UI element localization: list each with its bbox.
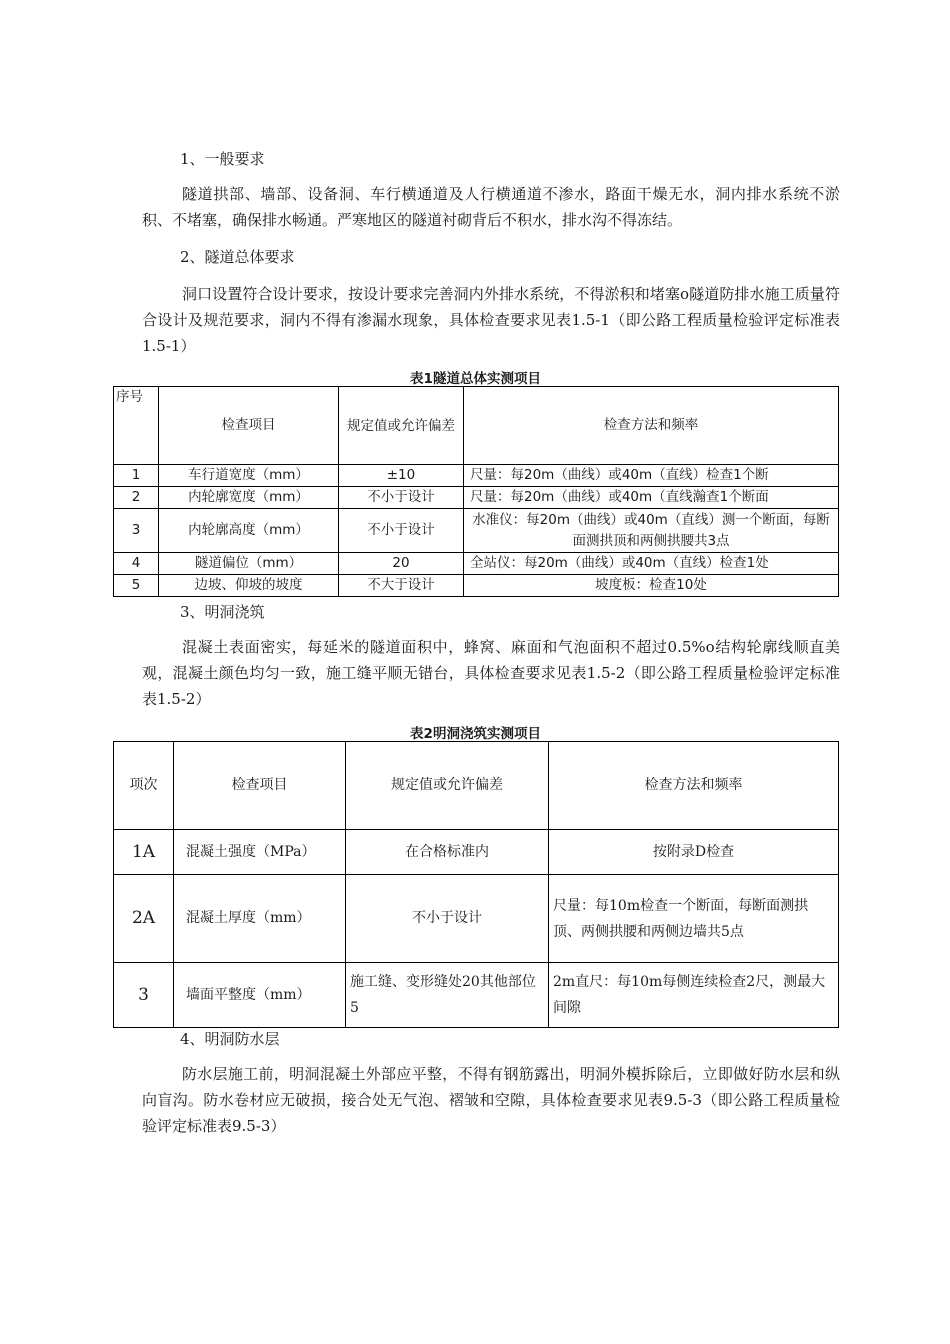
table-cell-item: 车行道宽度（mm） [159,465,339,487]
table-cell-tolerance: 在合格标准内 [346,830,549,875]
table-cell-method: 按附录D检查 [549,830,839,875]
table-row [114,487,839,509]
table-cell-index: 3 [114,509,159,553]
table-row [114,509,839,553]
table-cell-item: 墙面平整度（mm） [174,963,346,1028]
table-cell-index: 2 [114,487,159,509]
table-cell-method: 尺量：每10m检查一个断面，每断面测拱顶、两侧拱腰和两侧边墙共5点 [549,875,839,963]
table-cell-tolerance: 施工缝、变形缝处20其他部位5 [346,963,549,1028]
table-2-header-method: 检查方法和频率 [549,742,839,830]
table-cell-method: 坡度板：检查10处 [464,575,839,597]
table-2-caption: 表2明洞浇筑实测项目 [410,726,541,742]
table-cell-index: 2A [114,875,174,963]
table-cell-tolerance: 不大于设计 [339,575,464,597]
table-cell-item: 隧道偏位（mm） [159,553,339,575]
table-2-header-tolerance: 规定值或允许偏差 [346,742,549,830]
section-1-heading: 1、一般要求 [180,150,265,168]
table-row [114,575,839,597]
table-cell-index: 1 [114,465,159,487]
table-row [114,875,839,963]
section-4-heading: 4、明洞防水层 [180,1030,280,1048]
table-cell-method: 全站仪：每20m（曲线）或40m（直线）检查1处 [464,553,839,575]
table-cell-index: 4 [114,553,159,575]
table-1-header-tolerance: 规定值或允许偏差 [339,387,464,465]
section-1-paragraph: 隧道拱部、墙部、设备洞、车行横通道及人行横通道不渗水，路面干燥无水，洞内排水系统不淤积、不堵塞，确保排水畅通。严寒地区的隧道衬砌背后不积水，排水沟不得冻结。 [142,185,840,229]
table-cell-method: 2m直尺：每10m每侧连续检查2尺，测最大间隙 [549,963,839,1028]
table-1-header-index: 序号 [114,387,159,465]
table-2-header-item: 检查项目 [174,742,346,830]
table-cell-item: 混凝土强度（MPa） [174,830,346,875]
section-3-heading: 3、明洞浇筑 [180,603,265,621]
section-2-paragraph: 洞口设置符合设计要求，按设计要求完善洞内外排水系统，不得淤积和堵塞o隧道防排水施工质量符合设计及规范要求，洞内不得有渗漏水现象，具体检查要求见表1.5-1（即公路工程质量检验评定标准表1.5-1） [142,285,840,355]
section-2-heading: 2、隧道总体要求 [180,248,295,266]
table-cell-method: 水准仪：每20m（曲线）或40m（直线）测一个断面，每断面测拱顶和两侧拱腰共3点 [464,509,839,553]
table-1-caption: 表1隧道总体实测项目 [410,371,541,387]
table-cell-method: 尺量：每20m（曲线）或40m（直线）检查1个断 [464,465,839,487]
table-cell-index: 5 [114,575,159,597]
table-cell-item: 内轮廓高度（mm） [159,509,339,553]
table-cell-tolerance: ±10 [339,465,464,487]
table-cell-tolerance: 不小于设计 [339,487,464,509]
table-cell-index: 1A [114,830,174,875]
table-2-header-row [114,742,839,830]
table-row [114,465,839,487]
table-2 [113,741,839,1028]
table-cell-index: 3 [114,963,174,1028]
section-4-paragraph: 防水层施工前，明洞混凝土外部应平整，不得有钢筋露出，明洞外模拆除后，立即做好防水层和纵向盲沟。防水卷材应无破损，接合处无气泡、褶皱和空隙，具体检查要求见表9.5-3（即公路工程质量检验评定标准表9.5-3） [142,1065,840,1135]
table-row [114,963,839,1028]
section-3-paragraph: 混凝土表面密实，每延米的隧道面积中，蜂窝、麻面和气泡面积不超过0.5%o结构轮廓线顺直美观，混凝土颜色均匀一致，施工缝平顺无错台，具体检查要求见表1.5-2（即公路工程质量检验评定标准表1.5-2） [142,638,840,708]
table-row [114,830,839,875]
table-1 [113,386,839,597]
table-cell-method: 尺量：每20m（曲线）或40m（直线瀚查1个断面 [464,487,839,509]
table-1-header-row [114,387,839,465]
table-cell-tolerance: 不小于设计 [339,509,464,553]
table-cell-item: 边坡、仰坡的坡度 [159,575,339,597]
table-1-header-method: 检查方法和频率 [464,387,839,465]
table-row [114,553,839,575]
table-cell-item: 内轮廓宽度（mm） [159,487,339,509]
table-2-header-index: 项次 [114,742,174,830]
table-cell-tolerance: 不小于设计 [346,875,549,963]
table-1-header-item: 检查项目 [159,387,339,465]
table-cell-tolerance: 20 [339,553,464,575]
table-cell-item: 混凝土厚度（mm） [174,875,346,963]
